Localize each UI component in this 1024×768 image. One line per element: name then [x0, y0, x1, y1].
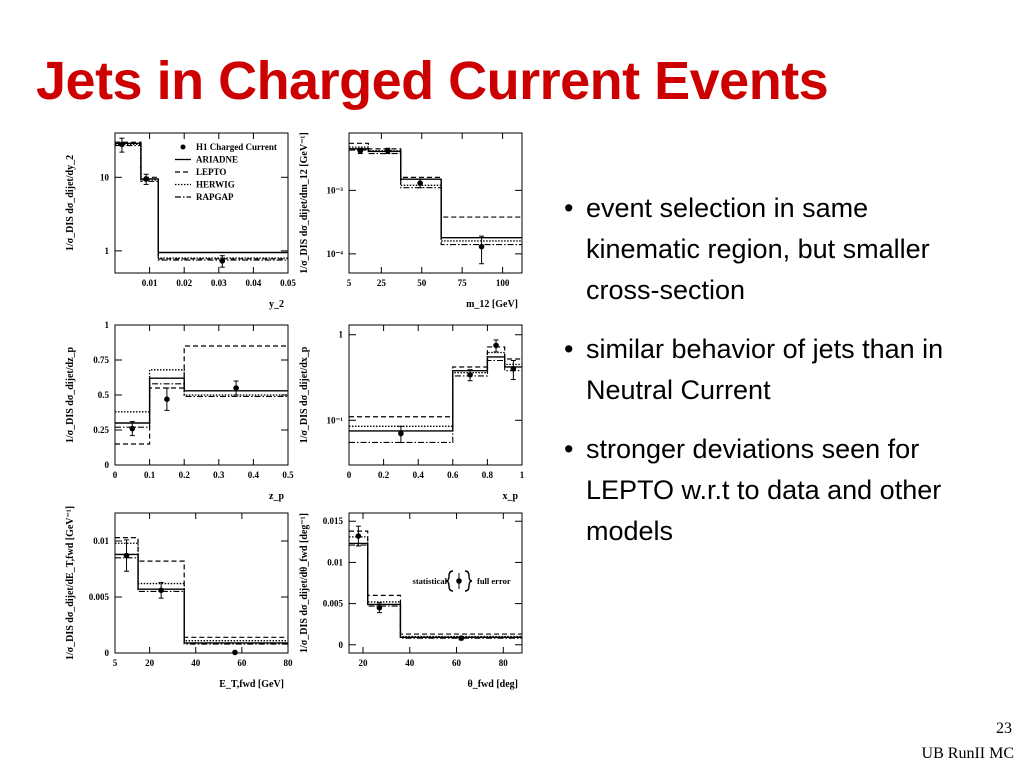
series-herwig-line	[349, 537, 522, 637]
page-number: 23	[996, 720, 1012, 737]
data-point	[467, 372, 473, 378]
annotation-brace-left	[446, 571, 453, 591]
data-point	[232, 650, 238, 656]
x-tick-label: 0.03	[210, 278, 227, 288]
x-tick-label: 0.3	[213, 470, 225, 480]
x-tick-label: 50	[417, 278, 427, 288]
x-axis-label: m_12 [GeV]	[466, 299, 518, 310]
x-tick-label: 0.8	[481, 470, 494, 480]
x-tick-label: 5	[112, 658, 118, 668]
y-tick-label: 0.75	[93, 355, 109, 365]
x-tick-label: 100	[495, 278, 510, 288]
bullet-dot-icon: •	[564, 193, 574, 223]
y-axis-label: 1/σ_DIS dσ_dijet/dz_p	[65, 346, 76, 444]
data-point	[124, 553, 130, 559]
bullet-text: event selection in same kinematic region, but smaller cross-section	[586, 193, 930, 305]
x-axis-label: θ_fwd [deg]	[467, 679, 518, 690]
y-tick-label: 0.5	[97, 390, 109, 400]
x-tick-label: 0.04	[245, 278, 262, 288]
y-tick-label: 10⁻¹	[326, 415, 343, 426]
series-rapgap-line	[115, 558, 288, 644]
legend-marker	[181, 145, 186, 150]
bullet-item	[564, 429, 964, 552]
y-axis-label: 1/σ_DIS dσ_dijet/dx_p	[299, 346, 310, 444]
x-axis-label: y_2	[269, 299, 284, 310]
legend-entry: LEPTO	[196, 167, 227, 177]
data-point	[398, 431, 404, 437]
plot-panel-3	[65, 320, 294, 502]
x-tick-label: 75	[457, 278, 467, 288]
x-tick-label: 40	[405, 658, 415, 668]
x-axis-label: z_p	[269, 491, 284, 502]
bullet-text: similar behavior of jets than in Neutral Current	[586, 334, 944, 405]
x-tick-label: 20	[358, 658, 368, 668]
bullet-item	[564, 188, 964, 311]
y-tick-label: 1	[338, 329, 343, 340]
annotation-label: statistical	[412, 576, 447, 586]
x-tick-label: 20	[145, 658, 155, 668]
series-lepto-line	[349, 143, 522, 217]
y-tick-label: 10⁻³	[326, 185, 343, 196]
x-tick-label: 0.2	[377, 470, 390, 480]
y-axis-label: 1/σ_DIS dσ_dijet/dm_12 [GeV⁻¹]	[299, 132, 310, 274]
data-point	[158, 587, 164, 593]
slide-title: Jets in Charged Current Events	[36, 51, 829, 111]
x-tick-label: 60	[237, 658, 247, 668]
x-tick-label: 40	[191, 658, 201, 668]
x-tick-label: 0	[346, 470, 352, 480]
x-tick-label: 5	[346, 278, 352, 288]
x-tick-label: 25	[376, 278, 386, 288]
x-tick-label: 80	[283, 658, 293, 668]
data-point	[377, 605, 383, 611]
data-point	[356, 533, 362, 539]
y-tick-label: 0.25	[93, 425, 109, 435]
plot-panel-6	[299, 513, 522, 690]
plot-panel-4	[299, 325, 525, 502]
legend-entry: H1 Charged Current	[196, 142, 277, 152]
series-ariadne-line	[349, 357, 522, 431]
data-point	[130, 426, 136, 432]
plot-panel-5	[65, 506, 293, 690]
bullet-item	[564, 329, 964, 411]
data-point	[458, 635, 464, 641]
data-point	[143, 176, 149, 182]
y-tick-label: 0.005	[88, 592, 109, 602]
plot-panel-1	[65, 133, 296, 310]
x-tick-label: 0.02	[176, 278, 193, 288]
series-ariadne-line	[115, 378, 288, 423]
x-tick-label: 0.6	[447, 470, 459, 480]
data-point	[493, 343, 499, 349]
series-ariadne-line	[115, 554, 288, 642]
x-tick-label: 0	[112, 470, 118, 480]
annotation-marker	[456, 578, 462, 584]
bullet-text: stronger deviations seen for LEPTO w.r.t to data and other models	[586, 434, 942, 546]
footer-text: UB RunII MC	[921, 745, 1014, 762]
x-tick-label: 0.01	[141, 278, 158, 288]
y-tick-label: 0.005	[322, 598, 343, 609]
x-tick-label: 80	[498, 658, 508, 668]
series-herwig-line	[349, 147, 522, 241]
data-point	[233, 385, 239, 391]
series-ariadne-line	[349, 543, 522, 637]
data-point	[479, 244, 485, 250]
bullet-dot-icon: •	[564, 434, 574, 464]
plot-panel-2	[299, 132, 522, 310]
y-axis-label: 1/σ_DIS dσ_dijet/dE_T,fwd [GeV⁻¹]	[65, 505, 76, 661]
legend-entry: HERWIG	[196, 179, 235, 190]
y-tick-label: 1	[104, 320, 109, 330]
x-axis-label: E_T,fwd [GeV]	[219, 679, 284, 690]
x-tick-label: 0.1	[143, 470, 156, 480]
bullet-list	[564, 188, 964, 570]
y-tick-label: 1	[104, 245, 109, 256]
x-axis-label: x_p	[502, 491, 518, 502]
data-point	[358, 148, 364, 154]
data-point	[219, 258, 225, 264]
series-rapgap-line	[349, 545, 522, 638]
y-tick-label: 0	[104, 648, 109, 658]
x-tick-label: 0.5	[282, 470, 294, 480]
x-tick-label: 1	[519, 470, 525, 480]
legend-entry: ARIADNE	[196, 154, 239, 165]
data-point	[511, 366, 517, 372]
x-tick-label: 0.4	[247, 470, 260, 480]
y-axis-label: 1/σ_DIS dσ_dijet/dy_2	[65, 154, 76, 252]
y-tick-label: 0	[104, 460, 109, 470]
x-tick-label: 0.2	[178, 470, 190, 480]
legend-entry: RAPGAP	[196, 192, 234, 202]
y-tick-label: 10⁻⁴	[326, 248, 343, 259]
y-tick-label: 0.01	[327, 557, 343, 568]
y-axis-label: 1/σ_DIS dσ_dijet/dθ_fwd [deg⁻¹]	[299, 513, 310, 653]
series-herwig-line	[115, 543, 288, 640]
series-ariadne-line	[349, 149, 522, 238]
annotation-brace-right	[465, 571, 472, 591]
series-rapgap-line	[349, 360, 522, 442]
data-point	[417, 180, 423, 186]
annotation-label: full error	[477, 576, 511, 586]
x-tick-label: 0.4	[412, 470, 424, 480]
x-tick-label: 0.05	[280, 278, 296, 288]
y-tick-label: 0.01	[93, 536, 109, 546]
y-tick-label: 0	[338, 639, 343, 650]
bullet-dot-icon: •	[564, 334, 574, 364]
plot-frame	[349, 133, 522, 273]
series-lepto-line	[115, 538, 288, 638]
series-herwig-line	[349, 353, 522, 427]
y-tick-label: 10	[100, 172, 109, 183]
data-point	[385, 148, 391, 154]
y-tick-label: 0.015	[322, 516, 343, 527]
data-point	[164, 396, 170, 402]
series-rapgap-line	[349, 150, 522, 244]
data-point	[119, 142, 125, 148]
x-tick-label: 60	[452, 658, 462, 668]
